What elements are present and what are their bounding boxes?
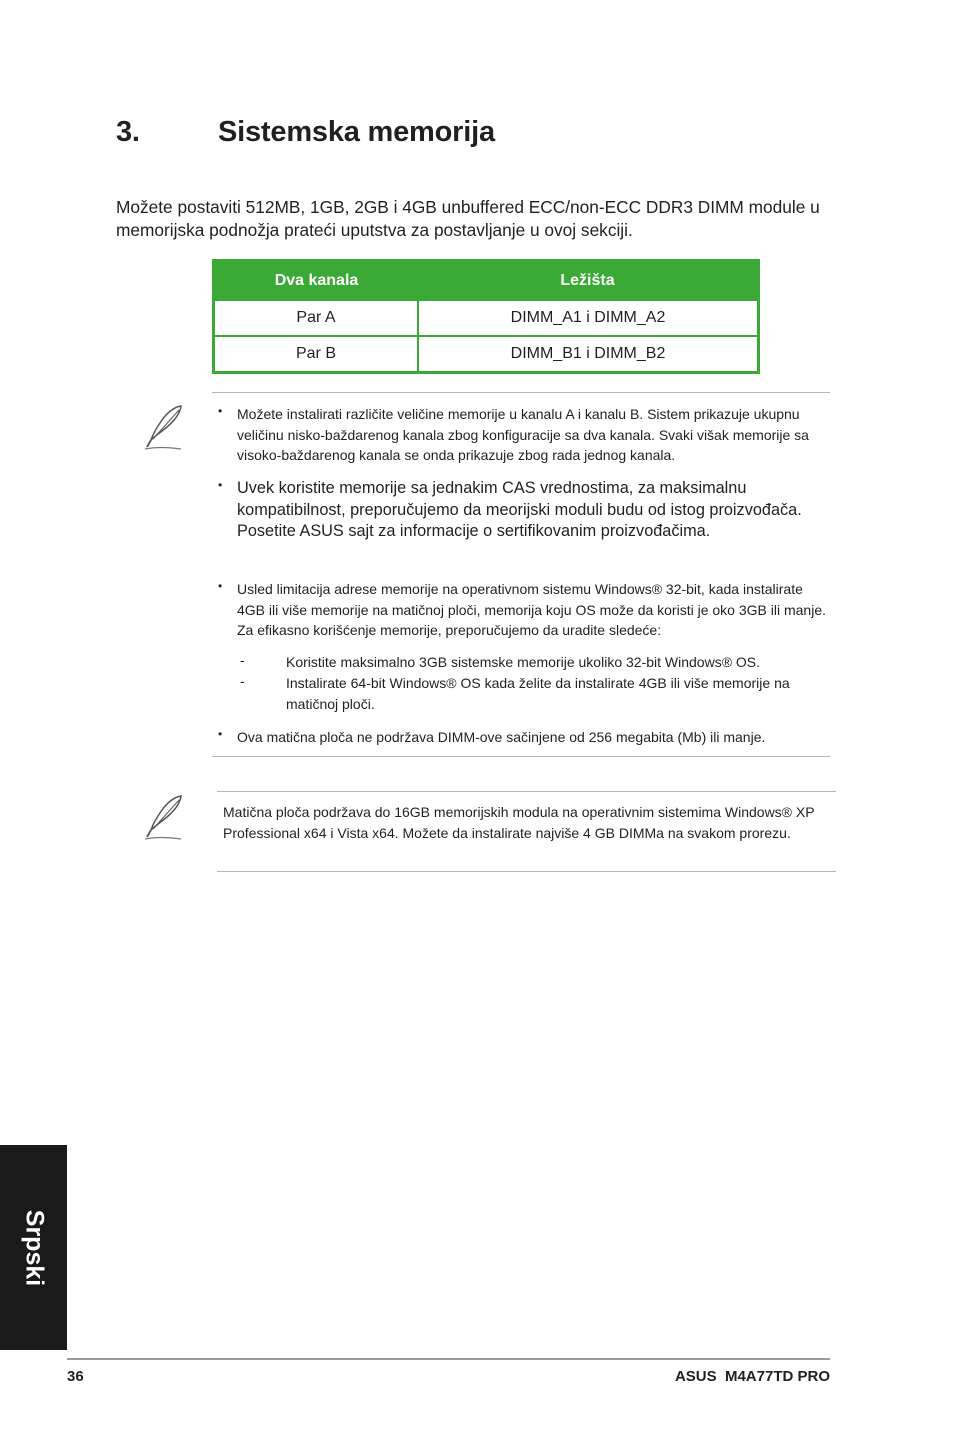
footer-divider (67, 1358, 830, 1360)
table-cell-pair: Par A (214, 300, 419, 336)
language-side-tab (0, 1145, 67, 1350)
column-header-slots: Ležišta (418, 261, 759, 301)
note-subitem-text: Koristite maksimalno 3GB sistemske memorije ukoliko 32-bit Windows® OS. (286, 654, 761, 670)
note-box-max-memory (217, 791, 836, 872)
product-name: ASUS M4A77TD PRO (674, 1368, 830, 1385)
note-bullet-text: Uvek koristite memorije sa jednakim CAS vrednostima, za maksimalnu kompatibilnost, preporučujemo da meorijski moduli budu od istog proizvođača. Posetite ASUS sajt za informacije o sertifikovanim proizvođačima. (237, 479, 802, 540)
table-cell-slots: DIMM_A1 i DIMM_A2 (418, 300, 759, 336)
section-title: Sistemska memorija (218, 116, 495, 148)
table-header-row (214, 261, 759, 301)
note-bullet-text: Ova matična ploča ne podržava DIMM-ove sačinjene od 256 megabita (Mb) ili manje. (237, 729, 766, 745)
table-row (214, 300, 759, 336)
table-cell-slots: DIMM_B1 i DIMM_B2 (418, 336, 759, 373)
language-label: Srpski (20, 1209, 48, 1286)
note-text: Matična ploča podržava do 16GB memorijskih modula na operativnim sistemima Windows® XP Professional x64 i Vista x64. Možete da instalirate najviše 4 GB DIMMa na svakom prorezu. (223, 804, 815, 841)
note-pencil-icon (141, 792, 189, 842)
column-header-channels: Dva kanala (214, 261, 419, 301)
section-heading (116, 116, 495, 149)
note-bullet-text: Možete instalirati različite veličine memorije u kanalu A i kanalu B. Sistem prikazuje ukupnu veličinu nisko-baždarenog kanala zbog konfiguracije sa dva kanala. Svaki višak memorije sa visoko-baždarenog kanala se onda prikazuje zbog rada jednog kanala. (237, 406, 809, 463)
memory-channel-table (212, 259, 760, 374)
note-box-memory-tips: • Možete instalirati različite veličine memorije u kanalu A i kanalu B. Sistem prikazuje ukupnu veličinu nisko-baždarenog kanala zbog konfiguracije sa dva kanala. Svaki višak memorije sa visoko-baždarenog kanala se onda prikazuje zbog rada jednog kanala. • Uvek koristite memorije sa jednakim CAS vrednostima, za maksimalnu kompatibilnost, preporučujemo da meorijski moduli budu od istog proizvođača. Posetite ASUS sajt za informacije o sertifikovanim proizvođačima. • Usled limitacija adrese memorije na operativnom sistemu Windows® 32-bit, kada instalirate 4GB ili više memorije na matičnoj ploči, memorija koju OS može da koristi je oko 3GB ili manje. Za efikasno korišćenje memorije, preporučujemo da uradite sledeće: - Koristite maksimalno 3GB sistemske memorije ukoliko 32-bit Windows® OS. - Instalirate 64-bit Windows® OS kada želite da instalirate 4GB ili više memorije na matičnoj ploči. • Ova matična ploča ne podržava DIMM-ove sačinjene od 256 megabita (Mb) ili manje. (212, 392, 830, 757)
note-subitem-text: Instalirate 64-bit Windows® OS kada želite da instalirate 4GB ili više memorije na matičnoj ploči. (286, 675, 790, 712)
note-pencil-icon (141, 402, 189, 452)
table-cell-pair: Par B (214, 336, 419, 373)
table-row (214, 336, 759, 373)
intro-paragraph: Možete postaviti 512MB, 1GB, 2GB i 4GB unbuffered ECC/non-ECC DDR3 DIMM module u memorijska podnožja prateći uputstva za postavljanje u ovoj sekciji. (116, 197, 820, 240)
note-bullet-text: Usled limitacija adrese memorije na operativnom sistemu Windows® 32-bit, kada instalirate 4GB ili više memorije na matičnoj ploči, memorija koju OS može da koristi je oko 3GB ili manje. Za efikasno korišćenje memorije, preporučujemo da uradite sledeće: (237, 581, 826, 638)
section-number: 3. (116, 116, 140, 148)
page-number: 36 (67, 1368, 84, 1385)
